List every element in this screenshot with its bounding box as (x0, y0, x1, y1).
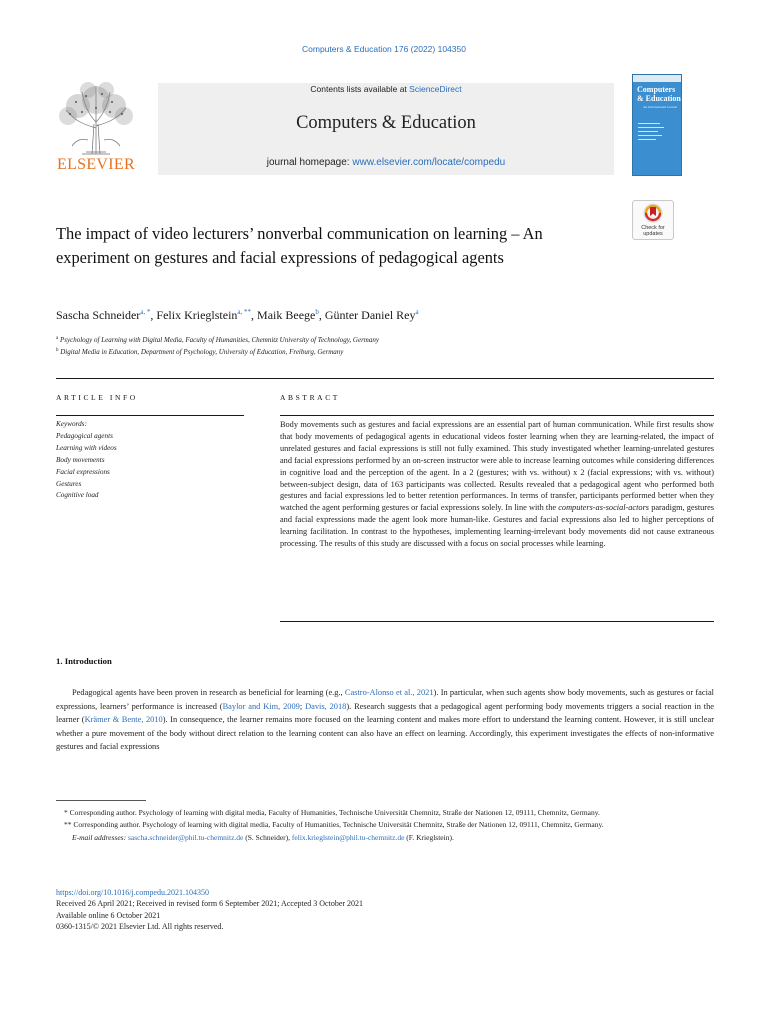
keyword: Body movements (56, 455, 105, 464)
cover-line (638, 127, 664, 128)
check-updates-label (633, 225, 673, 237)
author-name[interactable]: Sascha Schneider (56, 308, 141, 322)
intro-text: ; (299, 701, 306, 711)
abstract-text (280, 419, 714, 550)
abstract-part: Body movements such as gestures and facial expressions are an essential part of human communication. While first results show that body movements of pedagogical agents in educational videos foster learning when they are learning-related, the impact of unrelated gestures and facial expressions is still not fully examined. This study investigated whether learning-unrelated gestures and facial expressions performed by an on-screen instructor were able to increase learning outcomes while considering differences in cognitive load and the perception of the agent. In a 2 (gestures; with vs. without) x 2 (facial expressions; with vs. without) between-subject design, data of 163 participants was collected. Results revealed that a pedagogical agent who performed both gestures and facial expressions led to better retention performances. In terms of transfer, participants performed better when they watched the agent performing gestures or facial expressions solely. In line with the (280, 420, 714, 513)
footnote (56, 819, 714, 831)
author-name[interactable]: Günter Daniel Rey (324, 308, 416, 322)
footnotes (56, 807, 714, 844)
cover-title: Computers & Education (637, 85, 681, 103)
keyword: Facial expressions (56, 467, 110, 476)
introduction-heading: 1. Introduction (56, 656, 112, 666)
doi-link[interactable]: https://doi.org/10.1016/j.compedu.2021.104350 (56, 888, 209, 897)
journal-homepage-link[interactable]: www.elsevier.com/locate/compedu (352, 157, 506, 168)
footnote (56, 807, 714, 819)
elsevier-tree-icon (52, 80, 140, 156)
cover-line (638, 131, 658, 132)
introduction-paragraph (56, 686, 714, 754)
keyword: Pedagogical agents (56, 431, 113, 440)
author-name[interactable]: Maik Beege (257, 308, 316, 322)
citation-link[interactable]: Castro-Alonso et al., 2021 (344, 688, 434, 697)
intro-text: ). In consequence, the learner remains more focused on the learning content and makes more effort to understand the learning content. However, it is still unclear whether a pure movement of the body without direct relation to the learning content can also have an effect on learning. Accordingly, this experiment investigates the effects of non-informative gestures and facial expressions (56, 715, 714, 751)
citation-link[interactable]: Davis, 2018 (305, 701, 347, 711)
author-affiliation-mark[interactable]: a, * (140, 308, 151, 316)
author-affiliation-mark[interactable]: b (315, 308, 319, 316)
email-link[interactable]: felix.krieglstein@phil.tu-chemnitz.de (291, 832, 405, 842)
available-online: Available online 6 October 2021 (56, 910, 161, 920)
cover-title-line2: Education (645, 94, 681, 103)
affiliation-mark: b (56, 348, 59, 353)
intro-text: ). In particular, when such agents show body movements, such as gestures or facial expressions, learners’ performance is increased ( (56, 688, 714, 711)
email-addresses (56, 832, 714, 844)
keyword: Cognitive load (56, 491, 99, 500)
email-label: E-mail addresses: (72, 832, 127, 842)
check-updates-line2: updates (643, 231, 663, 237)
author-list (56, 308, 656, 323)
journal-title: Computers & Education (296, 113, 476, 133)
check-for-updates-button[interactable] (632, 200, 674, 240)
keywords-label: Keywords: (56, 420, 87, 428)
author-affiliation-mark[interactable]: a, ** (237, 308, 252, 316)
abstract-part: paradigm, gestures and facial expressions made the agent look more human-like. Gestures and facial expressions also led to higher perceptions of learning facilitation. In contrast to the hypotheses, implementing learning-irrelevant body movements did not cause extraneous processing. The results of this study are discussed with a focus on social processes while learning. (280, 503, 714, 549)
contents-prefix: Contents lists available at (310, 84, 410, 94)
email-link[interactable]: sascha.schneider@phil.tu-chemnitz.de (127, 832, 244, 842)
footnote-mark: * (64, 808, 68, 817)
cover-line (638, 123, 660, 124)
copyright: 0360-1315/© 2021 Elsevier Ltd. All rights reserved. (56, 921, 224, 931)
abstract-heading: ABSTRACT (280, 393, 340, 402)
sciencedirect-link[interactable]: ScienceDirect (409, 84, 462, 94)
author-separator: , (150, 308, 157, 322)
cover-top-band (633, 75, 681, 82)
affiliation-text: Digital Media in Education, Department of Psychology, University of Education, Freiburg, Germany (60, 348, 344, 356)
intro-text: ). Research suggests that a pedagogical agent performing body movements triggers a social reaction in the learner ( (56, 701, 715, 724)
cover-line (638, 135, 662, 136)
journal-citation[interactable]: Computers & Education 176 (2022) 104350 (302, 44, 466, 54)
contents-line (158, 84, 614, 94)
author-separator: , (251, 308, 258, 322)
affiliation-mark: a (56, 336, 59, 341)
abstract-emphasis: computers-as-social-actors (558, 503, 650, 513)
citation-link[interactable]: Baylor and Kim, 2009 (222, 701, 300, 711)
divider (280, 621, 714, 622)
footnote-text: Corresponding author. Psychology of learning with digital media, Faculty of Humanities, Technische Universität Chemnitz, Straße der Nationen 12, 09111, Chemnitz, Germany. (71, 820, 604, 830)
email-owner: (F. Krieglstein). (404, 832, 454, 842)
keywords-list (56, 419, 246, 502)
keyword: Gestures (56, 479, 82, 488)
publication-info (56, 887, 556, 932)
citation-link[interactable]: Krämer & Bente, 2010 (84, 715, 163, 724)
received-dates: Received 26 April 2021; Received in revised form 6 September 2021; Accepted 3 October 2021 (56, 899, 364, 909)
intro-text: Pedagogical agents have been proven in research as beneficial for learning (e.g., (72, 688, 345, 697)
divider (56, 415, 244, 416)
footnote-text: Corresponding author. Psychology of learning with digital media, Faculty of Humanities, Technische Universität Chemnitz, Straße der Nationen 12, 09111, Chemnitz, Germany. (67, 808, 600, 817)
affiliation (56, 336, 379, 344)
divider (280, 415, 714, 416)
author-separator: , (318, 308, 325, 322)
footnote-divider (56, 800, 146, 801)
keyword: Learning with videos (56, 443, 117, 452)
footnote-mark: ** (64, 820, 72, 830)
homepage-prefix: journal homepage: (266, 157, 353, 168)
journal-masthead (158, 83, 614, 175)
check-updates-icon (633, 201, 673, 225)
affiliation (56, 348, 343, 356)
journal-cover-thumbnail[interactable] (632, 74, 682, 176)
article-info-heading: ARTICLE INFO (56, 393, 138, 402)
check-updates-line1: Check for (641, 225, 665, 231)
affiliation-text: Psychology of Learning with Digital Media, Faculty of Humanities, Chemnitz University of Technology, Germany (59, 336, 379, 344)
cover-title-line1: Computers (637, 85, 676, 94)
email-owner: (S. Schneider), (243, 832, 292, 842)
author-affiliation-mark[interactable]: a (415, 308, 419, 316)
cover-line (638, 139, 656, 140)
author-name[interactable]: Felix Krieglstein (156, 308, 238, 322)
article-title: The impact of video lecturers’ nonverbal communication on learning – An experiment on gestures and facial expressions of pedagogical agents (56, 224, 543, 267)
homepage-line (158, 157, 614, 168)
divider (56, 378, 714, 379)
cover-subtitle: An International Journal (643, 105, 678, 109)
elsevier-logo[interactable] (52, 80, 140, 174)
elsevier-wordmark: ELSEVIER (57, 156, 135, 173)
